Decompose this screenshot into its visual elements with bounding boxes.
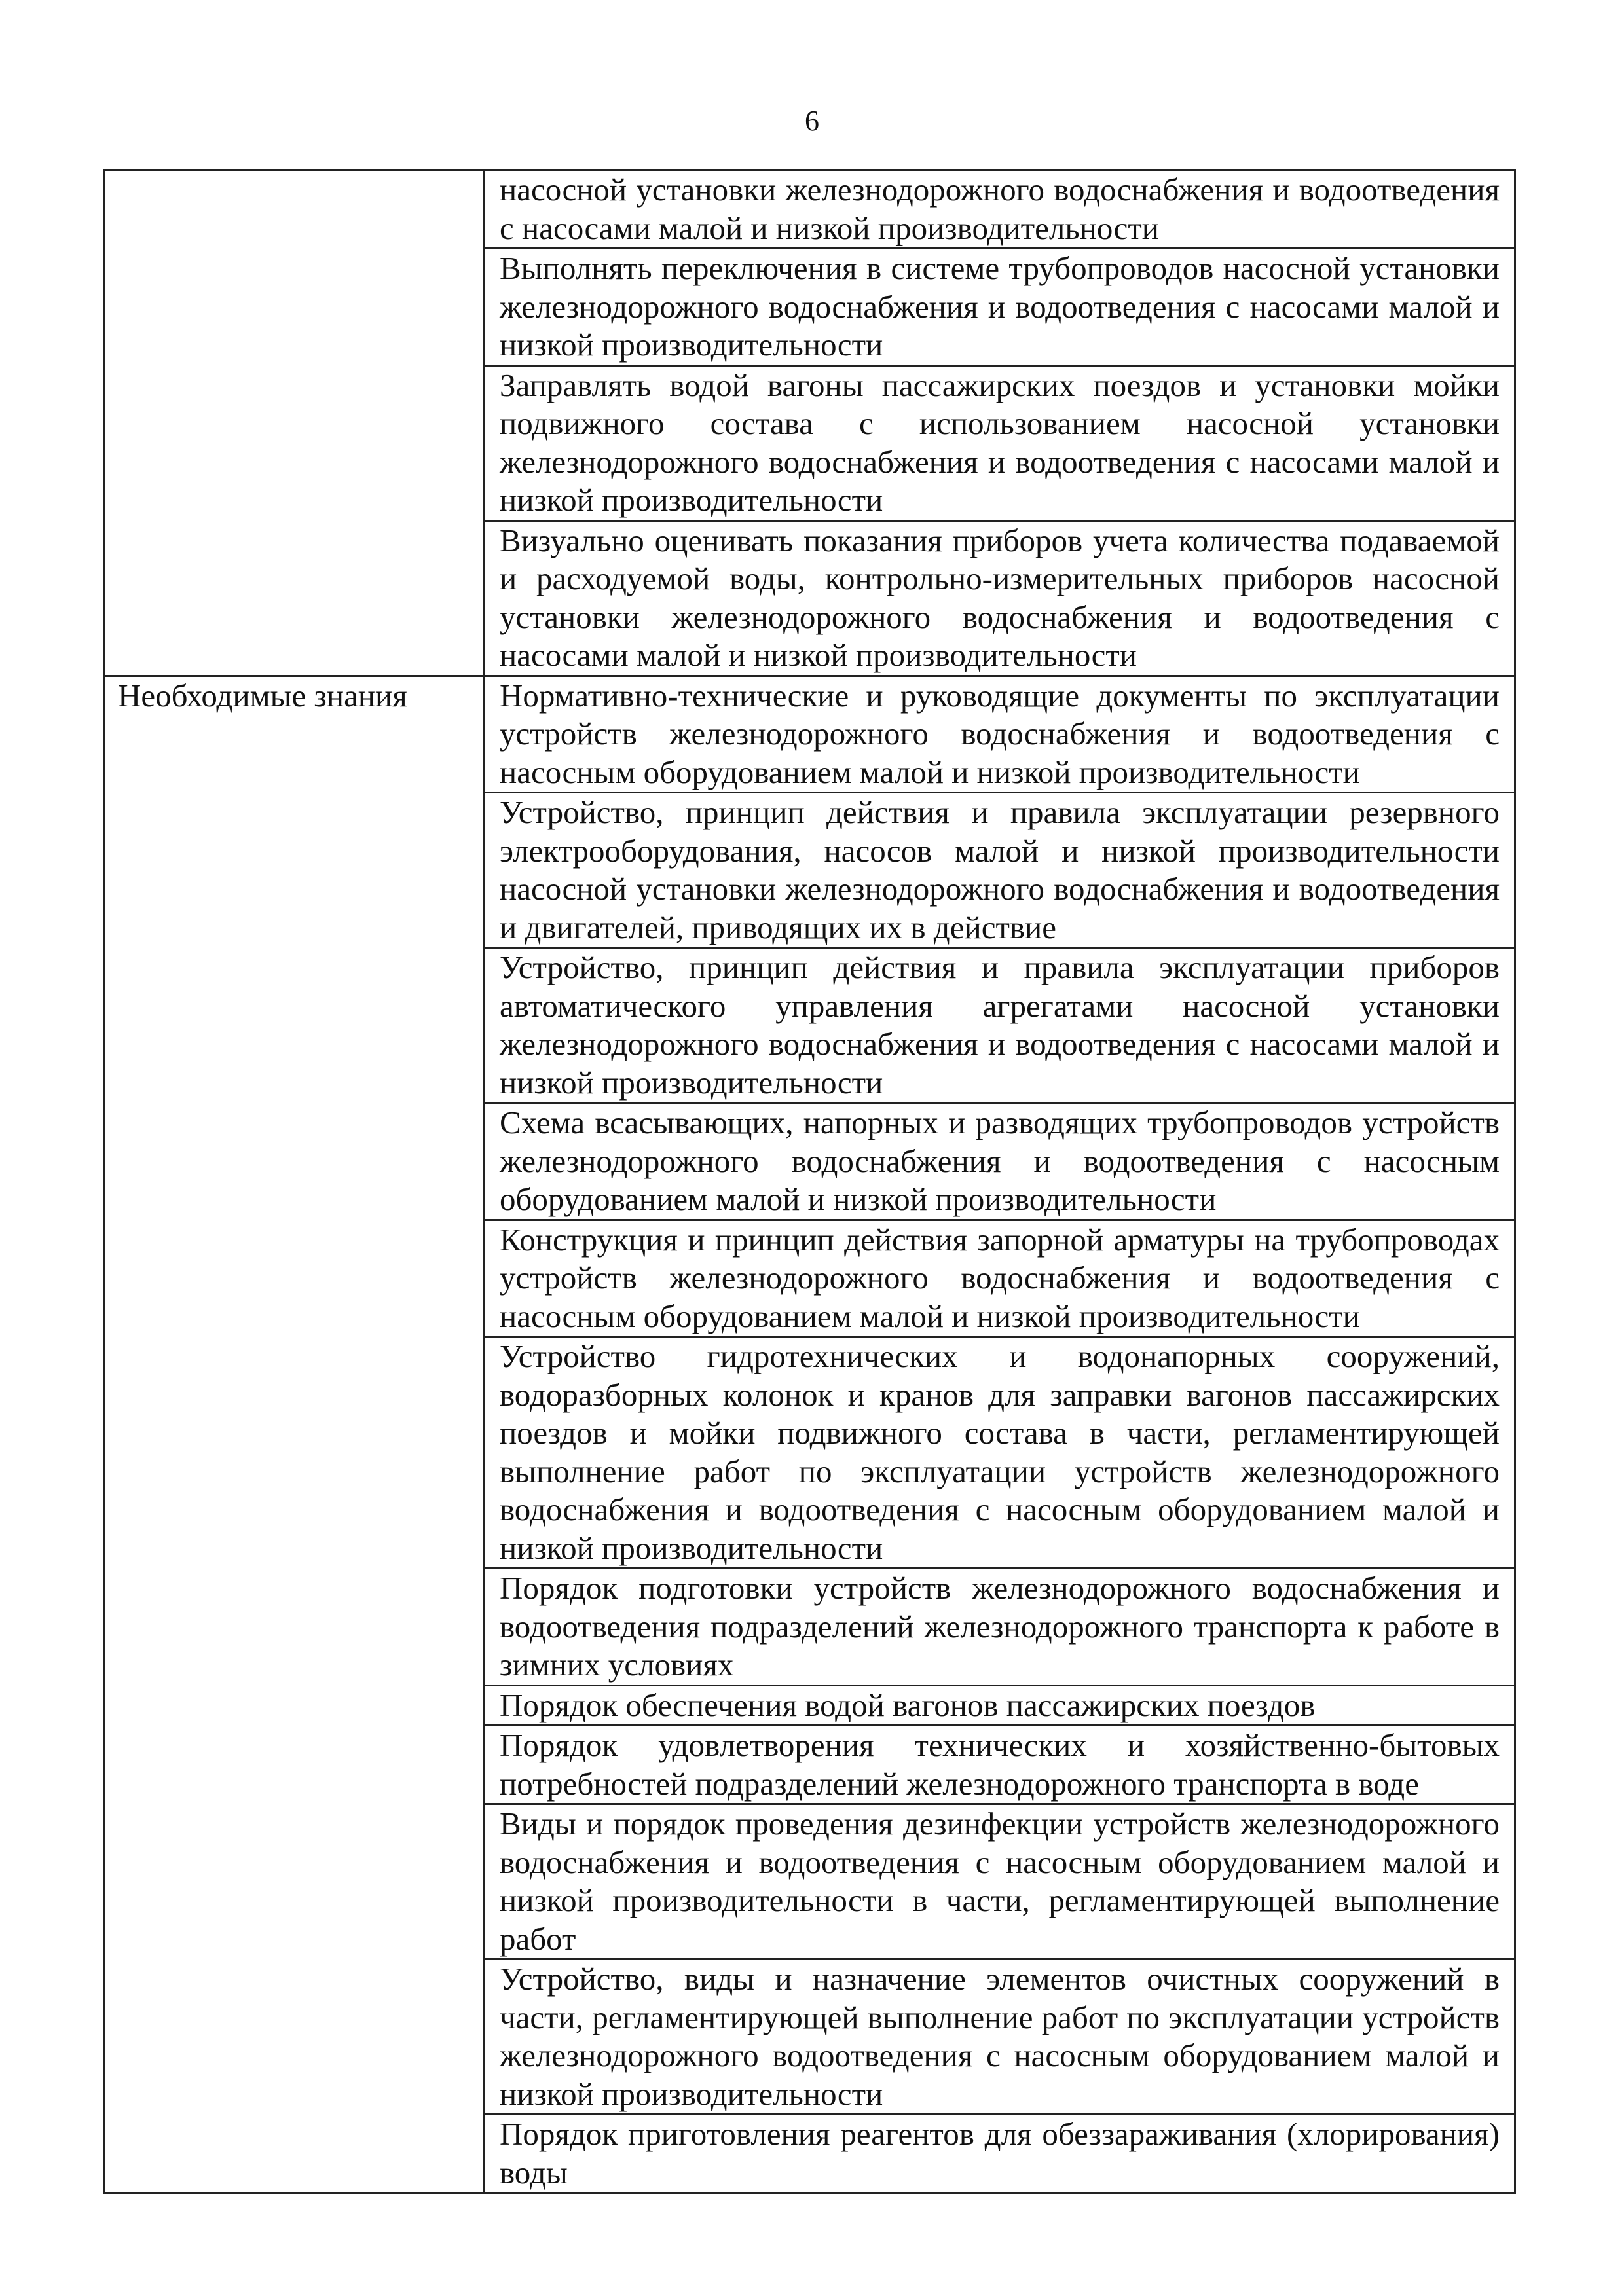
label-cell-knowledge: Необходимые знания: [104, 676, 485, 2193]
text-cell: Устройство гидротехнических и водонапорных сооружений, водоразборных колонок и кранов для заправки вагонов пассажирских поездов и мойки подвижного состава в части, регламентирующей выполнение работ по эксплуатации устройств железнодорожного водоснабжения и водоотведения с насосным оборудованием малой и низкой производительности: [485, 1337, 1515, 1569]
table-row: [104, 170, 1515, 249]
table-row: [104, 676, 1515, 793]
text-cell: насосной установки железнодорожного водоснабжения и водоотведения с насосами малой и низкой производительности: [485, 170, 1515, 249]
text-cell: Визуально оценивать показания приборов учета количества подаваемой и расходуемой воды, контрольно-измерительных приборов насосной установки железнодорожного водоснабжения и водоотведения с насосами малой и низкой производительности: [485, 520, 1515, 676]
text-cell: Устройство, принцип действия и правила эксплуатации резервного электрооборудования, насосов малой и низкой производительности насосной установки железнодорожного водоснабжения и водоотведения и двигателей, приводящих их в действие: [485, 793, 1515, 948]
text-cell: Схема всасывающих, напорных и разводящих трубопроводов устройств железнодорожного водоснабжения и водоотведения с насосным оборудованием малой и низкой производительности: [485, 1103, 1515, 1220]
text-cell: Нормативно-технические и руководящие документы по эксплуатации устройств железнодорожного водоснабжения и водоотведения с насосным оборудованием малой и низкой производительности: [485, 676, 1515, 793]
text-cell: Виды и порядок проведения дезинфекции устройств железнодорожного водоснабжения и водоотведения с насосным оборудованием малой и низкой производительности в части, регламентирующей выполнение работ: [485, 1804, 1515, 1959]
requirements-table: [103, 169, 1516, 2194]
text-cell: Устройство, принцип действия и правила эксплуатации приборов автоматического управления агрегатами насосной установки железнодорожного водоснабжения и водоотведения с насосами малой и низкой производительности: [485, 948, 1515, 1103]
text-cell: Порядок приготовления реагентов для обеззараживания (хлорирования) воды: [485, 2115, 1515, 2193]
text-cell: Порядок обеспечения водой вагонов пассажирских поездов: [485, 1685, 1515, 1726]
text-cell: Конструкция и принцип действия запорной арматуры на трубопроводах устройств железнодорожного водоснабжения и водоотведения с насосным оборудованием малой и низкой производительности: [485, 1220, 1515, 1337]
text-cell: Устройство, виды и назначение элементов очистных сооружений в части, регламентирующей выполнение работ по эксплуатации устройств железнодорожного водоотведения с насосным оборудованием малой и низкой производительности: [485, 1959, 1515, 2115]
label-cell-skills: [104, 170, 485, 676]
text-cell: Заправлять водой вагоны пассажирских поездов и установки мойки подвижного состава с использованием насосной установки железнодорожного водоснабжения и водоотведения с насосами малой и низкой производительности: [485, 365, 1515, 520]
text-cell: Порядок удовлетворения технических и хозяйственно-бытовых потребностей подразделений железнодорожного транспорта в воде: [485, 1726, 1515, 1804]
page-number: 6: [805, 105, 819, 137]
text-cell: Порядок подготовки устройств железнодорожного водоснабжения и водоотведения подразделений железнодорожного транспорта к работе в зимних условиях: [485, 1569, 1515, 1686]
text-cell: Выполнять переключения в системе трубопроводов насосной установки железнодорожного водоснабжения и водоотведения с насосами малой и низкой производительности: [485, 249, 1515, 366]
